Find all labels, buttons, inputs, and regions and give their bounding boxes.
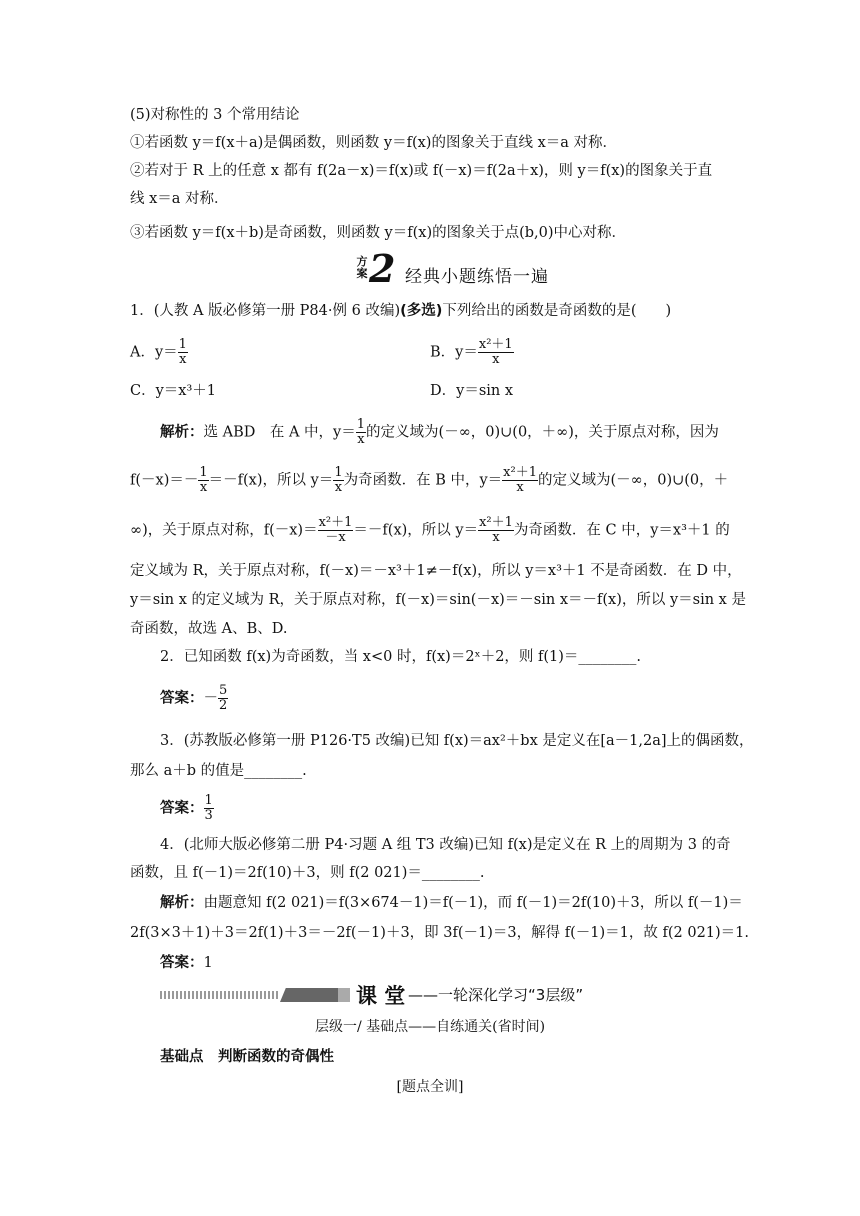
plan-title — [355, 246, 615, 292]
q4-solution-line-1: 解析：由题意知 f(2 021)＝f(3×674－1)＝f(－1)，而 f(－1)＝2f(10)＋3，所以 f(－1)＝ — [160, 895, 743, 911]
q1-solution-line-1: 解析：选 ABD 在 A 中，y＝ $\frac{1}{x}$ 的定义域为(－∞，0)∪(0，＋∞)，关于原点对称，因为 — [160, 417, 719, 447]
plan-title-text: 经典小题练悟一遍 — [405, 267, 549, 287]
level-heading: 层级一/ 基础点——自练通关(省时间) — [314, 1019, 546, 1035]
rule-2-line-1: ②若对于 R 上的任意 x 都有 f(2a－x)＝f(x)或 f(－x)＝f(2a＋x)，则 y＝f(x)的图象关于直 — [130, 163, 713, 179]
option-b: B．y＝ $\frac{\text{x²＋1}}{x}$ — [430, 337, 513, 367]
question-3-line-1: 3．(苏教版必修第一册 P126·T5 改编)已知 f(x)＝ax²＋bx 是定义在[a－1,2a]上的偶函数， — [160, 733, 754, 749]
q1-solution-line-3: ∞)，关于原点对称，f(－x)＝ $\frac{\text{x²＋1}}{-x}$ ＝－f(x)，所以 y＝ $\frac{\text{x²＋1}}{x}$ 为奇函数．在 C 中，y＝x³＋1 的 — [130, 515, 730, 545]
q1-solution-line-4: 定义域为 R，关于原点对称，f(－x)＝－x³＋1≠－f(x)，所以 y＝x³＋1 不是奇函数．在 D 中， — [130, 563, 742, 579]
rule-3: ③若函数 y＝f(x＋b)是奇函数，则函数 y＝f(x)的图象关于点(b,0)中心对称． — [130, 225, 627, 241]
banner-bar — [280, 988, 338, 1002]
plan-number: 2 — [369, 246, 396, 291]
option-a: A．y＝ $\frac{1}{x}$ — [130, 337, 187, 367]
q4-solution-line-2: 2f(3×3＋1)＋3＝2f(1)＋3＝－2f(－1)＋3，即 3f(－1)＝3，解得 f(－1)＝1，故 f(2 021)＝1. — [130, 925, 750, 941]
plan-label: 方案 — [356, 255, 368, 280]
rule-1: ①若函数 y＝f(x＋a)是偶函数，则函数 y＝f(x)的图象关于直线 x＝a 对称． — [130, 135, 618, 151]
section-banner — [160, 984, 630, 1006]
question-1-stem: 1．(人教 A 版必修第一册 P84·例 6 改编)(多选)下列给出的函数是奇函数的是( ) — [130, 303, 672, 319]
rule-2-line-2: 线 x＝a 对称． — [130, 191, 229, 207]
basic-point-heading: 基础点 判断函数的奇偶性 — [160, 1049, 334, 1065]
question-3-line-2: 那么 a＋b 的值是________. — [130, 763, 307, 779]
question-2-stem: 2．已知函数 f(x)为奇函数，当 x<0 时，f(x)＝2ˣ＋2，则 f(1)＝________. — [160, 649, 642, 665]
banner-subtitle: ——一轮深化学习“3层级” — [408, 986, 584, 1004]
topic-heading: [题点全训] — [396, 1079, 464, 1095]
q4-answer: 答案：1 — [160, 955, 213, 971]
banner-title: 课 堂 — [356, 984, 406, 1008]
option-c: C．y＝x³＋1 — [130, 383, 217, 399]
q1-solution-line-6: 奇函数，故选 A、B、D. — [130, 621, 288, 637]
section-heading: (5)对称性的 3 个常用结论 — [130, 107, 300, 123]
banner-bar-accent — [338, 988, 350, 1002]
q3-answer: 答案： $\frac{1}{3}$ — [160, 793, 213, 823]
option-d: D．y＝sin x — [430, 383, 514, 399]
q1-solution-line-5: y＝sin x 的定义域为 R，关于原点对称，f(－x)＝sin(－x)＝－sin x＝－f(x)，所以 y＝sin x 是 — [130, 592, 746, 608]
question-4-line-1: 4．(北师大版必修第二册 P4·习题 A 组 T3 改编)已知 f(x)是定义在 R 上的周期为 3 的奇 — [160, 837, 731, 853]
banner-stripe — [160, 991, 280, 999]
question-4-line-2: 函数，且 f(－1)＝2f(10)＋3，则 f(2 021)＝________. — [130, 865, 485, 881]
q2-answer: 答案：－ $\frac{5}{2}$ — [160, 683, 228, 713]
q1-solution-line-2: f(－x)＝－ $\frac{1}{x}$ ＝－f(x)，所以 y＝ $\frac{1}{x}$ 为奇函数．在 B 中，y＝ $\frac{\text{x²＋1}}{x}$ 的定义域为(－∞，0)∪(0，＋ — [130, 465, 729, 495]
